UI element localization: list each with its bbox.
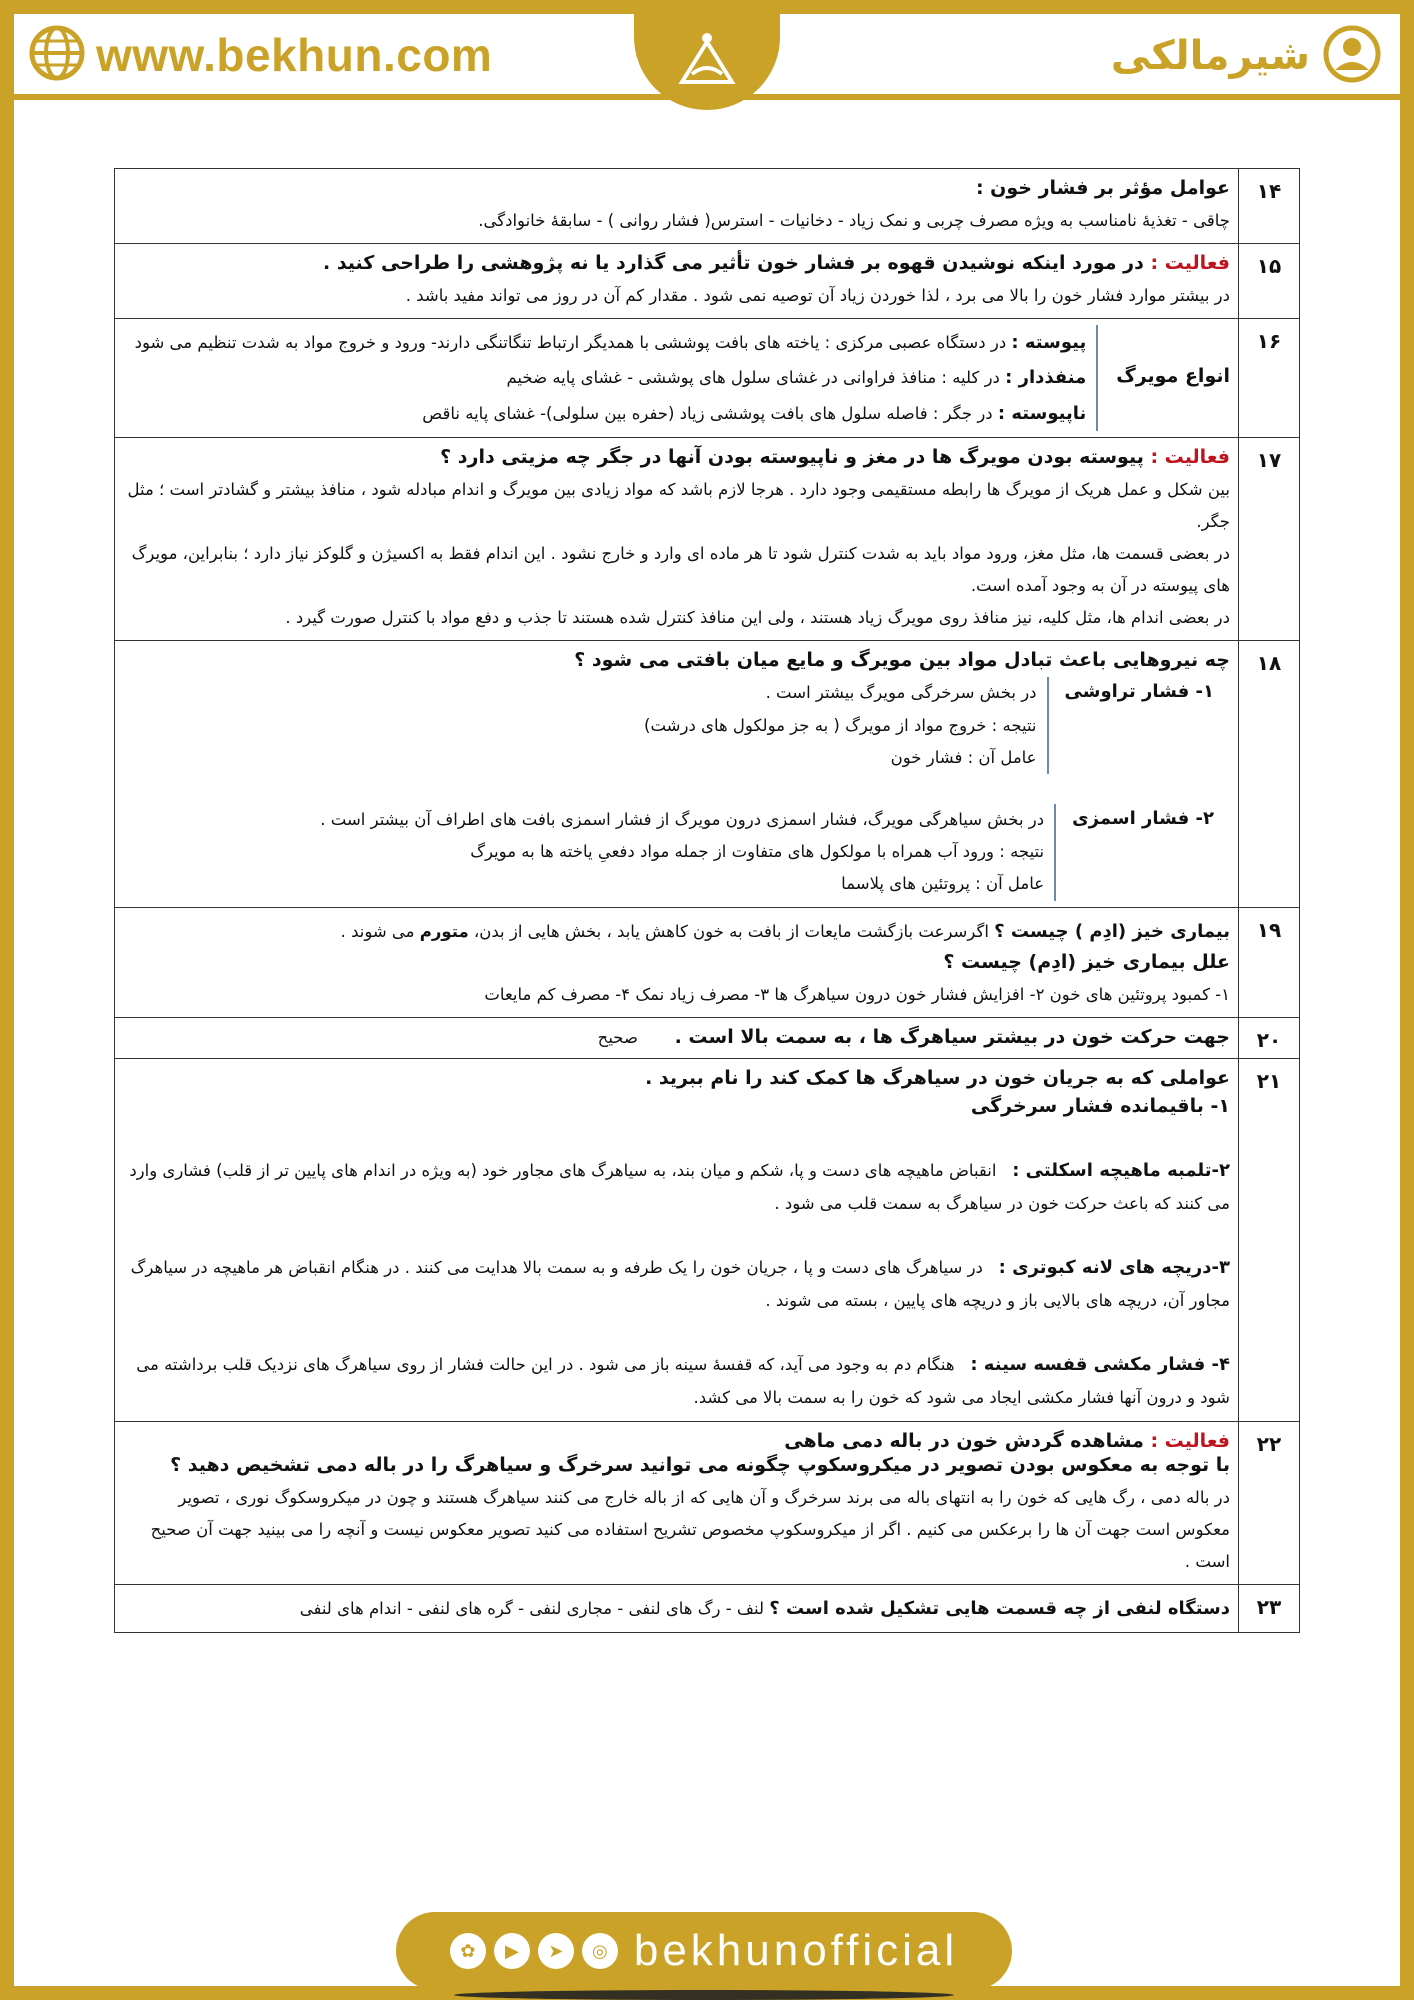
row-content	[115, 1585, 1239, 1633]
row-number: ۲۰	[1239, 1017, 1300, 1058]
row-number: ۲۳	[1239, 1585, 1300, 1633]
table-row	[115, 437, 1300, 641]
factor-label: ۴- فشار مکشی قفسه سینه :	[970, 1354, 1230, 1376]
force-details	[644, 677, 1049, 774]
row-number: ۱۴	[1239, 169, 1300, 244]
answer: چاقی - تغذیهٔ نامناسب به ویژه مصرف چربی و نمک زیاد - دخانیات - استرس( فشار روانی ) - سابقهٔ خانوادگی.	[478, 211, 1230, 230]
question-text: پیوسته بودن مویرگ ها در مغز و ناپیوسته بودن آنها در جگر چه مزیتی دارد ؟	[440, 445, 1144, 468]
social-handle: bekhunofficial	[633, 1926, 959, 1975]
question-text: جهت حرکت خون در بیشتر سیاهرگ ها ، به سمت بالا است .	[674, 1025, 1230, 1048]
factor	[123, 1347, 1230, 1414]
table-row	[115, 641, 1300, 907]
user-icon	[1322, 24, 1382, 88]
row-content	[115, 1058, 1239, 1421]
item-label: ناپیوسته :	[997, 402, 1087, 424]
questions-table	[114, 168, 1300, 1633]
answer-paragraph: در بعضی اندام ها، مثل کلیه، نیز منافذ روی مویرگ زیاد هستند ، ولی این منافذ کنترل شده هستند تا جذب و دفع مواد با کنترل صورت گیرد .	[285, 608, 1230, 628]
activity-label: فعالیت :	[1150, 1429, 1230, 1452]
activity-title: مشاهده گردش خون در باله دمی ماهی	[784, 1429, 1144, 1452]
row-number: ۱۸	[1239, 641, 1300, 907]
bekhun-logo	[634, 14, 780, 110]
item-text: در دستگاه عصبی مرکزی : یاخته های بافت پوششی با همدیگر ارتباط تنگاتنگی دارند- ورود و خروج مواد به شدت تنظیم می شود	[134, 333, 1007, 353]
question: عوامل مؤثر بر فشار خون :	[975, 177, 1230, 199]
answer-text: لنف - رگ های لنفی - مجاری لنفی - گره های لنفی - اندام های لنفی	[299, 1599, 765, 1619]
factor-text: در سیاهرگ های دست و پا ، جریان خون را یک طرفه و به سمت بالا هدایت می کنند . در هنگام انقباض هر ماهیچه در سیاهرگ مجاور آن، دریچه های بالایی باز و دریچه های پایین ، بسته می شوند .	[130, 1258, 1230, 1311]
force-title: ۲- فشار اسمزی	[1072, 808, 1214, 829]
row-number: ۱۹	[1239, 907, 1300, 1017]
row-content	[115, 437, 1239, 641]
factor-text: هنگام دم به وجود می آید، که قفسهٔ سینه باز می شود . در این حالت فشار از روی سیاهرگ های نزدیک قلب برداشته می شود و درون آنها فشار مکشی ایجاد می شود که خون را به سمت بالا می کشد.	[136, 1355, 1230, 1408]
table-row	[115, 907, 1300, 1017]
activity-label: فعالیت :	[1150, 252, 1230, 275]
answer: در باله دمی ، رگ هایی که خون را به انتهای باله می برند سرخرگ و آن هایی که از باله خارج می کنند سیاهرگ هستند و چون در میکروسکوگ نوری ، تصویر معکوس است جهت آن ها را برعکس می کنیم . اگر از میکروسکوپ مخصوص تشریح استفاده می کنید تصویر معکوس نیست و آنچه را می بینید جهت آن صحیح است .	[150, 1487, 1230, 1571]
globe-icon	[28, 24, 86, 86]
row-number: ۲۲	[1239, 1421, 1300, 1585]
row-content	[115, 244, 1239, 319]
table-row	[115, 244, 1300, 319]
answer: در بیشتر موارد فشار خون را بالا می برد ، لذا خوردن زیاد آن توصیه نمی شود . مقدار کم آن در روز می تواند مفید باشد .	[405, 286, 1230, 306]
force-line: در بخش سیاهرگی مویرگ، فشار اسمزی درون مویرگ از فشار اسمزی بافت های اطراف آن بیشتر است .	[320, 810, 1045, 829]
row-content	[115, 641, 1239, 907]
instagram-icon[interactable]: ◎	[582, 1933, 618, 1969]
force-line: در بخش سرخرگی مویرگ بیشتر است .	[765, 683, 1037, 703]
aparat-icon[interactable]: ✿	[450, 1933, 486, 1969]
row-number: ۱۶	[1239, 319, 1300, 437]
table-row	[115, 1017, 1300, 1058]
answer: صحیح	[597, 1027, 638, 1047]
question	[123, 1026, 1230, 1048]
item-label: منفذدار :	[1005, 367, 1087, 389]
website-url: www.bekhun.com	[96, 29, 493, 81]
factor: ۱- باقیمانده فشار سرخرگی	[970, 1094, 1230, 1117]
youtube-icon[interactable]: ▶	[494, 1933, 530, 1969]
question-text: در مورد اینکه نوشیدن قهوه بر فشار خون تأثیر می گذارد یا نه پژوهشی را طراحی کنید .	[322, 252, 1144, 275]
list-item	[135, 396, 1087, 431]
force-line: عامل آن : پروتئین های پلاسما	[841, 874, 1045, 894]
answer-paragraph: بین شکل و عمل هریک از مویرگ ها رابطه مستقیمی وجود دارد . هرجا لازم باشد که مواد زیادی بین مویرگ و اندام مبادله شود ، منافذ بیشتر و گشادتر است ؛ مثل جگر.	[127, 479, 1230, 531]
force-line: عامل آن : فشار خون	[890, 747, 1037, 767]
website-link[interactable]	[28, 24, 492, 86]
item-text: در کلیه : منافذ فراوانی در غشای سلول های پوششی - غشای پایه ضخیم	[506, 368, 1000, 388]
footer-shadow	[454, 1990, 954, 2000]
factor-text: انقباض ماهیچه های دست و پا، شکم و میان بند، به سیاهرگ های مجاور خود (به ویژه در اندام های پایین تر از قلب) فشاری وارد می کنند که باعث حرکت خون در سیاهرگ به سمت قلب می شود .	[129, 1160, 1230, 1213]
factor-label: ۳-دریچه های لانه کبوتری :	[998, 1257, 1230, 1279]
row-content	[115, 1421, 1239, 1585]
item-text: در جگر : فاصله سلول های بافت پوششی زیاد (حفره بین سلولی)- غشای پایه ناقص	[422, 403, 993, 423]
row-content	[115, 907, 1239, 1017]
answer	[123, 1591, 1230, 1626]
answer-bold: متورم	[419, 921, 469, 941]
activity-heading	[123, 1430, 1230, 1452]
row-number: ۱۵	[1239, 244, 1300, 319]
table-row	[115, 319, 1300, 437]
factor	[123, 1250, 1230, 1317]
brand-name: شیرمالکی	[1110, 33, 1310, 79]
row-number: ۱۷	[1239, 437, 1300, 641]
force-title: ۱- فشار تراوشی	[1064, 681, 1214, 703]
question-text: دستگاه لنفی از چه قسمت هایی تشکیل شده است ؟	[769, 1598, 1230, 1620]
activity-label: فعالیت :	[1150, 445, 1230, 468]
telegram-icon[interactable]: ➤	[538, 1933, 574, 1969]
question: انواع مویرگ	[1116, 364, 1230, 387]
answer-pre: اگرسرعت بازگشت مایعات از بافت به خون کاهش یابد ، بخش هایی از بدن،	[473, 921, 989, 941]
question	[123, 446, 1230, 468]
item-label: پیوسته :	[1011, 332, 1087, 354]
capillary-types	[135, 325, 1099, 430]
row-number: ۲۱	[1239, 1058, 1300, 1421]
question-text: بیماری خیز (ادِم ) چیست ؟	[994, 920, 1230, 942]
table-row	[115, 1585, 1300, 1633]
header	[14, 14, 1400, 100]
brand	[1111, 24, 1382, 88]
question: با توجه به معکوس بودن تصویر در میکروسکوپ چگونه می توانید سرخرگ و سیاهرگ را در باله دمی تشخیص دهید ؟	[170, 1453, 1230, 1476]
factor-label: ۲-تلمبه ماهیچه اسکلتی :	[1012, 1159, 1230, 1181]
table-row	[115, 1421, 1300, 1585]
force-line: نتیجه : ورود آب همراه با مولکول های متفاوت از جمله مواد دفعیِ یاخته ها به مویرگ	[470, 842, 1045, 862]
question: چه نیروهایی باعث تبادل مواد بین مویرگ و مایع میان بافتی می شود ؟	[574, 649, 1230, 672]
row-content	[115, 1017, 1239, 1058]
answer-post: می شوند .	[340, 921, 415, 941]
row-content	[115, 169, 1239, 244]
list-item	[135, 325, 1087, 360]
table-row	[115, 1058, 1300, 1421]
row-content	[115, 319, 1239, 437]
social-icons	[450, 1933, 618, 1969]
question: علل بیماری خیز (ادِم) چیست ؟	[943, 950, 1230, 973]
force-details	[320, 804, 1056, 901]
causes: ۱- کمبود پروتئین های خون ۲- افزایش فشار خون درون سیاهرگ ها ۳- مصرف زیاد نمک ۴- مصرف کم مایعات	[484, 984, 1230, 1004]
table-row	[115, 169, 1300, 244]
force-line: نتیجه : خروج مواد از مویرگ ( به جز مولکول های درشت)	[644, 715, 1037, 735]
list-item	[135, 360, 1087, 395]
answer	[123, 914, 1230, 949]
answer-paragraph: در بعضی قسمت ها، مثل مغز، ورود مواد باید به شدت کنترل شود تا هر ماده ای وارد و خارج نشود . این اندام فقط به اکسیژن و گلوکز نیاز دارد ؛ بنابراین، مویرگ های پیوسته در آن به وجود آمده است.	[131, 543, 1230, 596]
social-footer	[396, 1912, 1012, 1990]
question: عواملی که به جریان خون در سیاهرگ ها کمک کند را نام ببرید .	[645, 1066, 1230, 1089]
question	[123, 252, 1230, 274]
factor	[123, 1153, 1230, 1220]
